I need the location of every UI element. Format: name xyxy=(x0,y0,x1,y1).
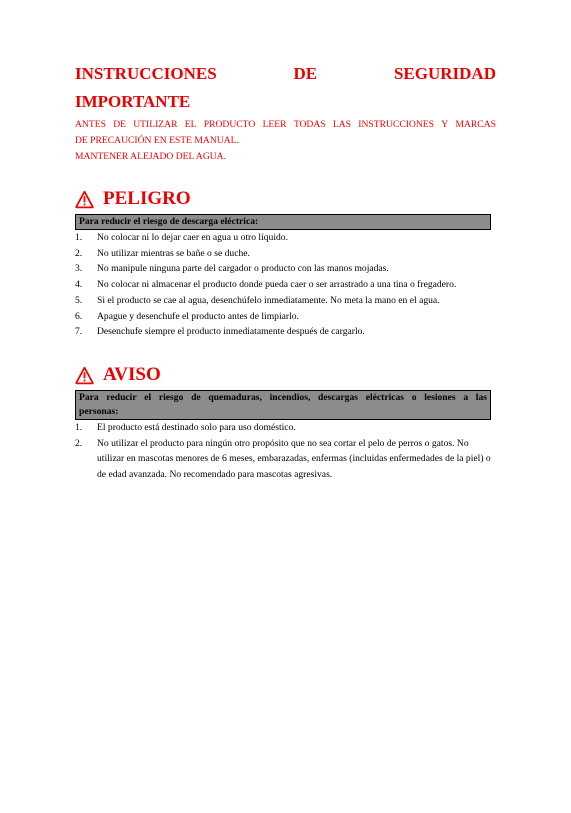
peligro-bar: Para reducir el riesgo de descarga eléctrica: xyxy=(75,214,491,230)
bar-word: las xyxy=(475,392,487,403)
aviso-list xyxy=(75,420,496,483)
item-text: No colocar ni lo dejar caer en agua u otro líquido. xyxy=(97,232,289,243)
bar-word: quemaduras, xyxy=(208,392,262,403)
item-number: 7. xyxy=(75,326,83,338)
item-text: Si el producto se cae al agua, desenchúfelo inmediatamente. No meta la mano en el agua. xyxy=(97,294,440,306)
intro-word: MARCAS xyxy=(455,119,496,130)
aviso-bar xyxy=(75,390,491,420)
bar-word: descargas xyxy=(318,392,359,403)
item-text: No utilizar mientras se bañe o se duche. xyxy=(97,247,250,259)
intro-line-1 xyxy=(75,117,496,133)
item-text: Desenchufe siempre el producto inmediatamente después de cargarlo. xyxy=(97,326,365,338)
item-text: No utilizar el producto para ningún otro propósito que no sea cortar el pelo de perros o gatos. No utilizar en mascotas menores de 6 meses, embarazadas, enfermas (incluidas enfermedades de la piel) o de edad avanzada. No recomendado para mascotas agresivas. xyxy=(97,437,491,481)
peligro-list xyxy=(75,230,496,340)
intro-word: UTILIZAR xyxy=(133,119,178,130)
item-text: No manipule ninguna parte del cargador o producto con las manos mojadas. xyxy=(97,263,389,275)
intro-word: Y xyxy=(441,119,449,130)
intro-word: LEER xyxy=(262,119,287,130)
item-number: 4. xyxy=(75,279,83,291)
list-item xyxy=(75,436,496,483)
bar-word: incendios, xyxy=(269,392,311,403)
intro-line-3: MANTENER ALEJADO DEL AGUA. xyxy=(75,151,227,162)
bar-word: riesgo xyxy=(158,392,184,403)
warning-triangle-icon xyxy=(75,366,94,385)
bar-word: a xyxy=(463,392,469,403)
peligro-section xyxy=(75,184,496,340)
bar-word: el xyxy=(144,392,152,403)
item-number: 3. xyxy=(75,263,83,275)
aviso-bar-line-2: personas: xyxy=(79,406,119,417)
aviso-section xyxy=(75,360,496,483)
list-item xyxy=(75,293,496,309)
list-item xyxy=(75,277,496,293)
warning-triangle-icon xyxy=(75,190,94,209)
title-line-2: IMPORTANTE xyxy=(75,92,191,111)
item-text: El producto está destinado solo para uso doméstico. xyxy=(97,422,296,433)
intro-word: ANTES xyxy=(75,119,106,130)
item-number: 1. xyxy=(75,232,83,243)
bar-word: Para xyxy=(79,392,99,403)
bar-word: eléctricas xyxy=(365,392,405,403)
intro-word: EL xyxy=(184,119,197,130)
bar-word: reducir xyxy=(106,392,137,403)
title-word: INSTRUCCIONES xyxy=(75,64,217,83)
intro-text xyxy=(75,117,496,165)
item-text: Apague y desenchufe el producto antes de limpiarlo. xyxy=(97,310,299,322)
intro-word: PRODUCTO xyxy=(203,119,256,130)
intro-line-2: DE PRECAUCIÓN EN ESTE MANUAL. xyxy=(75,135,239,146)
document-page xyxy=(75,60,496,481)
list-item xyxy=(75,230,496,246)
list-item xyxy=(75,324,496,340)
aviso-bar-line-1 xyxy=(79,391,487,405)
item-number: 6. xyxy=(75,310,83,322)
intro-word: DE xyxy=(113,119,126,130)
list-item xyxy=(75,420,496,436)
item-text: No colocar ni almacenar el producto donde pueda caer o ser arrastrado a una tina o fregadero. xyxy=(97,279,457,291)
bar-word: lesiones xyxy=(424,392,456,403)
peligro-heading xyxy=(75,184,496,214)
title-word: SEGURIDAD xyxy=(393,64,496,83)
list-item xyxy=(75,246,496,262)
intro-word: TODAS xyxy=(293,119,326,130)
title-line-1 xyxy=(75,60,496,88)
intro-word: LAS xyxy=(332,119,352,130)
aviso-heading xyxy=(75,360,496,390)
item-number: 2. xyxy=(75,247,83,259)
peligro-title: PELIGRO xyxy=(103,188,191,209)
intro-word: INSTRUCCIONES xyxy=(358,119,434,130)
title-word: DE xyxy=(293,64,318,83)
item-number: 1. xyxy=(75,422,83,433)
document-title xyxy=(75,60,496,116)
item-number: 2. xyxy=(75,437,83,449)
item-number: 5. xyxy=(75,294,83,306)
list-item xyxy=(75,309,496,325)
bar-word: o xyxy=(411,392,417,403)
bar-word: de xyxy=(191,392,201,403)
list-item xyxy=(75,261,496,277)
aviso-title: AVISO xyxy=(103,364,161,385)
